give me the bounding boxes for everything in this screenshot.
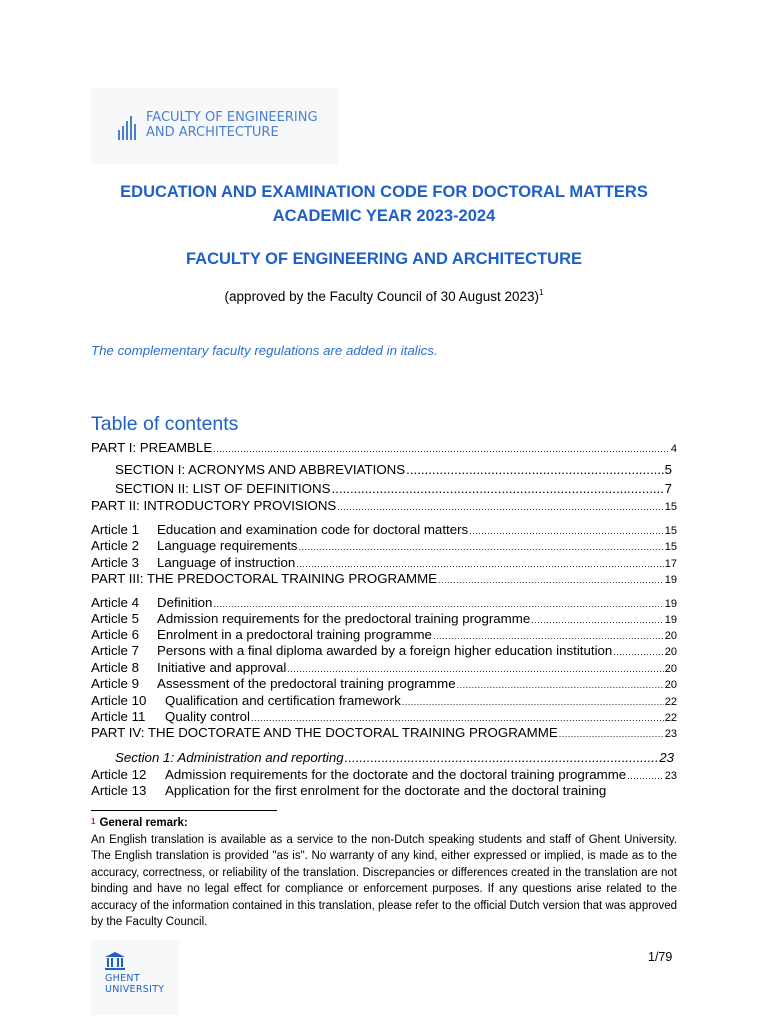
- toc-entry[interactable]: [91, 643, 677, 658]
- toc-leader-dots: [345, 750, 659, 765]
- toc-page-number: 23: [664, 770, 677, 782]
- toc-entry-label: Admission requirements for the doctorate and the doctoral training programme: [165, 767, 627, 782]
- toc-leader-dots: [469, 526, 664, 536]
- toc-entry[interactable]: [115, 481, 672, 496]
- toc-article-number: Article 11: [91, 709, 146, 724]
- toc-leader-dots: [559, 729, 664, 739]
- toc-entry-label: Initiative and approval: [157, 660, 287, 675]
- toc-entry[interactable]: [91, 522, 677, 537]
- toc-entry[interactable]: [91, 538, 677, 553]
- toc-article-number: Article 9: [91, 676, 140, 691]
- footnote-title: [91, 817, 188, 829]
- toc-entry[interactable]: [91, 627, 677, 642]
- toc-leader-dots: [457, 680, 664, 690]
- toc-page-number: 5: [664, 462, 672, 477]
- toc-leader-dots: [213, 444, 670, 454]
- footnote-divider: [91, 810, 277, 811]
- toc-page-number: 4: [670, 443, 677, 455]
- toc-article-number: Article 7: [91, 643, 140, 658]
- toc-entry[interactable]: [91, 595, 677, 610]
- toc-article-number: Article 3: [91, 555, 140, 570]
- footnote-body: An English translation is available as a service to the non-Dutch speaking students and staff of Ghent University. The English translation is provided "as is". No warranty of any kind, either expressed or implied, is made as to the accuracy, correctness, or reliability of the translation. Discrepancies or differences created in the translation are not binding and have no legal effect for compliance or enforcement purposes. If any questions arise related to the accuracy of the information contained in this translation, please refer to the official Dutch version that was approved by the Faculty Council.: [91, 834, 677, 929]
- toc-entry[interactable]: [91, 440, 677, 455]
- faculty-logo-text: [146, 110, 318, 140]
- toc-entry-label: Education and examination code for doctoral matters: [157, 522, 469, 537]
- toc-entry[interactable]: [91, 725, 677, 740]
- toc-entry-label: SECTION II: LIST OF DEFINITIONS: [115, 481, 331, 496]
- toc-entry[interactable]: [91, 709, 677, 724]
- toc-page-number: 23: [659, 750, 674, 765]
- toc-entry-label: Language requirements: [157, 538, 298, 553]
- toc-page-number: 22: [664, 712, 677, 724]
- faculty-logo-line2: AND ARCHITECTURE: [146, 125, 279, 140]
- toc-article-number: Article 8: [91, 660, 140, 675]
- university-logo-line2: UNIVERSITY: [105, 984, 165, 995]
- toc-entry[interactable]: [115, 462, 672, 477]
- toc-page-number: 22: [664, 696, 677, 708]
- ghent-university-logo: [91, 940, 179, 1015]
- toc-page-number: 15: [664, 525, 677, 537]
- toc-page-number: 19: [664, 614, 677, 626]
- toc-article-number: Article 13: [91, 783, 147, 798]
- toc-entry[interactable]: [91, 555, 677, 570]
- toc-leader-dots: [406, 462, 663, 477]
- toc-leader-dots: [296, 559, 664, 569]
- toc-entry-label: Application for the first enrolment for the doctorate and the doctoral training: [165, 783, 607, 798]
- toc-leader-dots: [531, 615, 664, 625]
- faculty-logo-line1: FACULTY OF ENGINEERING: [146, 110, 318, 125]
- toc-leader-dots: [287, 664, 663, 674]
- toc-entry-label: Qualification and certification framework: [165, 693, 401, 708]
- toc-leader-dots: [337, 502, 663, 512]
- footnote-mark: 1: [91, 817, 96, 826]
- university-building-icon: [105, 952, 125, 970]
- toc-entry-label: PART I: PREAMBLE: [91, 440, 213, 455]
- toc-entry[interactable]: [91, 611, 677, 626]
- toc-leader-dots: [613, 647, 663, 657]
- toc-entry-label: Section 1: Administration and reporting: [115, 750, 344, 765]
- toc-article-number: Article 10: [91, 693, 147, 708]
- toc-heading: Table of contents: [91, 413, 239, 435]
- toc-article-number: Article 4: [91, 595, 140, 610]
- academic-year: ACADEMIC YEAR 2023-2024: [272, 207, 496, 225]
- toc-entry[interactable]: [91, 693, 677, 708]
- approval-text: (approved by the Faculty Council of 30 August 2023): [224, 289, 539, 304]
- toc-leader-dots: [213, 599, 663, 609]
- toc-article-number: Article 6: [91, 627, 140, 642]
- toc-entry-label: Enrolment in a predoctoral training programme: [157, 627, 432, 642]
- toc-entry[interactable]: [91, 676, 677, 691]
- approval-note: [0, 289, 768, 304]
- toc-entry[interactable]: [91, 498, 677, 513]
- toc-page-number: 20: [664, 646, 677, 658]
- toc-entry-label: Persons with a final diploma awarded by a foreign higher education institution: [157, 643, 613, 658]
- toc-entry-label: PART IV: THE DOCTORATE AND THE DOCTORAL TRAINING PROGRAMME: [91, 725, 558, 740]
- toc-entry[interactable]: [115, 750, 674, 765]
- university-logo-line1: GHENT: [105, 973, 140, 984]
- toc-entry[interactable]: [91, 660, 677, 675]
- page-number: 1/79: [648, 950, 673, 964]
- toc-article-number: Article 12: [91, 767, 147, 782]
- toc-entry-label: Definition: [157, 595, 213, 610]
- faculty-bars-icon: [118, 116, 140, 140]
- document-title: EDUCATION AND EXAMINATION CODE FOR DOCTORAL MATTERS: [120, 183, 648, 201]
- complementary-note: The complementary faculty regulations are added in italics.: [91, 343, 438, 358]
- faculty-logo: [91, 88, 338, 164]
- toc-leader-dots: [331, 481, 663, 496]
- toc-page-number: 20: [664, 679, 677, 691]
- toc-page-number: 7: [664, 481, 672, 496]
- toc-page-number: 15: [664, 501, 677, 513]
- toc-entry-label: PART III: THE PREDOCTORAL TRAINING PROGRAMME: [91, 571, 438, 586]
- toc-leader-dots: [298, 542, 663, 552]
- footnote-title-text: General remark:: [99, 817, 188, 829]
- toc-entry-label: PART II: INTRODUCTORY PROVISIONS: [91, 498, 337, 513]
- toc-page-number: 23: [664, 728, 677, 740]
- toc-entry[interactable]: [91, 783, 677, 798]
- faculty-title: FACULTY OF ENGINEERING AND ARCHITECTURE: [185, 250, 582, 268]
- toc-page-number: 19: [664, 598, 677, 610]
- toc-leader-dots: [402, 697, 664, 707]
- toc-entry-label: Assessment of the predoctoral training programme: [157, 676, 456, 691]
- toc-article-number: Article 1: [91, 522, 140, 537]
- toc-leader-dots: [251, 713, 664, 723]
- toc-page-number: 17: [664, 558, 677, 570]
- toc-entry-label: Admission requirements for the predoctoral training programme: [157, 611, 531, 626]
- toc-entry[interactable]: [91, 767, 677, 782]
- footnote-reference[interactable]: 1: [539, 288, 544, 297]
- toc-article-number: Article 5: [91, 611, 140, 626]
- toc-entry[interactable]: [91, 571, 677, 586]
- toc-page-number: 20: [664, 630, 677, 642]
- toc-page-number: 20: [664, 663, 677, 675]
- toc-article-number: Article 2: [91, 538, 140, 553]
- university-logo-text: [105, 973, 164, 995]
- toc-entry-label: SECTION I: ACRONYMS AND ABBREVIATIONS: [115, 462, 406, 477]
- toc-leader-dots: [433, 631, 664, 641]
- toc-page-number: 19: [664, 574, 677, 586]
- toc-entry-label: Quality control: [165, 709, 250, 724]
- toc-leader-dots: [438, 575, 664, 585]
- toc-page-number: 15: [664, 541, 677, 553]
- toc-leader-dots: [627, 771, 664, 781]
- toc-entry-label: Language of instruction: [157, 555, 296, 570]
